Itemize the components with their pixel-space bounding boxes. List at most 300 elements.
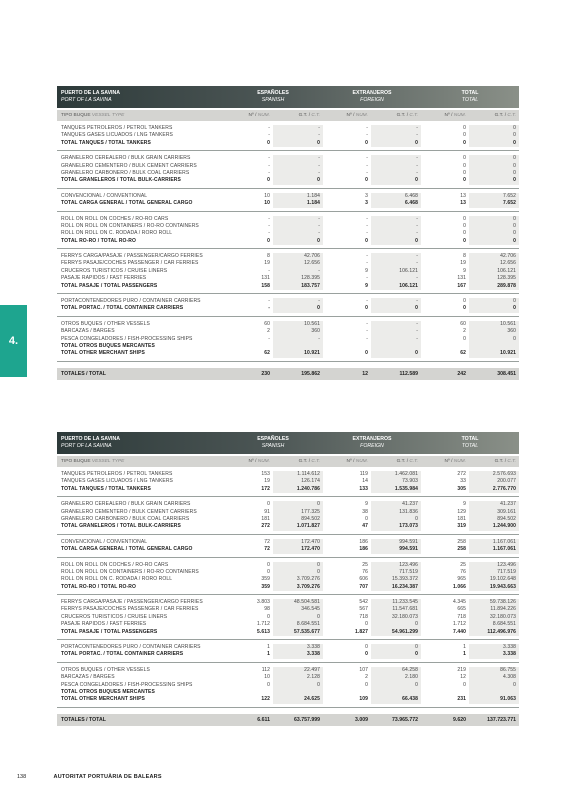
num-col-header xyxy=(323,113,371,118)
row-value: 41.237 xyxy=(469,501,519,508)
row-label: TOTAL CARGA GENERAL / TOTAL GENERAL CARGO xyxy=(61,546,193,553)
port-name: PUERTO DE LA SAVINA xyxy=(61,435,120,442)
row-value: 112.496.976 xyxy=(469,629,519,636)
grand-total-row xyxy=(57,714,519,726)
row-label: FERRYS CARGA/PASAJE / PASSENGER/CARGO FERRIES xyxy=(61,253,203,260)
num-label-en: NUM. xyxy=(355,113,368,118)
spanish-header-label: ESPAÑOLES xyxy=(257,435,289,442)
row-value: 131 xyxy=(457,275,466,282)
row-value: - xyxy=(273,298,323,305)
row-value: 59.738.126 xyxy=(469,599,519,606)
port-name-en: PORT OF LA SAVINA xyxy=(61,443,112,449)
gt-col-header xyxy=(273,459,323,464)
num-label: Nº / xyxy=(346,113,356,118)
row-value: 62 xyxy=(460,350,466,357)
row-label: GRANELERO CARBONERO / BULK COAL CARRIERS xyxy=(61,169,190,176)
row-value: 0 xyxy=(371,651,421,658)
row-value: 289.878 xyxy=(469,283,519,290)
table-row xyxy=(57,509,519,516)
grand-total-value: 195.862 xyxy=(301,370,320,377)
total-row xyxy=(57,696,519,703)
row-label: TOTAL OTHER MERCHANT SHIPS xyxy=(61,696,145,703)
table-row xyxy=(57,268,519,275)
row-value: 359 xyxy=(261,576,270,583)
row-value: 1 xyxy=(463,644,466,651)
row-value: 72 xyxy=(264,538,270,545)
row-value: - xyxy=(273,268,323,275)
row-group xyxy=(57,212,519,250)
port-name: PUERTO DE LA SAVINA xyxy=(61,89,120,96)
num-col-header xyxy=(223,113,273,118)
table-row xyxy=(57,125,519,132)
spanish-header-label-en: SPANISH xyxy=(261,97,285,103)
row-value: - xyxy=(371,328,421,335)
row-value: - xyxy=(371,275,421,282)
row-value: - xyxy=(268,162,270,169)
num-col-header xyxy=(223,459,273,464)
num-label-en: NUM. xyxy=(453,459,466,464)
row-value: 122 xyxy=(261,696,270,703)
row-label: TANQUES GASES LICUADOS / LNG TANKERS xyxy=(61,478,173,485)
row-value: - xyxy=(273,170,323,177)
row-value xyxy=(371,689,421,696)
row-value: 48.504.581 xyxy=(273,599,323,606)
row-value: 894.502 xyxy=(273,516,323,523)
row-label: ROLL ON ROLL ON C. RODADA / RORO ROLL xyxy=(61,230,173,237)
grand-total-label: TOTALES / TOTAL xyxy=(61,370,106,377)
grand-total-value: 12 xyxy=(362,370,368,377)
table-row xyxy=(57,614,519,621)
row-value: 0 xyxy=(371,516,421,523)
row-label: TOTAL PORTAC. / TOTAL CONTAINER CARRIERS xyxy=(61,305,184,312)
gt-col-header xyxy=(371,113,421,118)
row-value: 0 xyxy=(273,177,323,184)
row-value: 25 xyxy=(460,561,466,568)
row-value: 0 xyxy=(273,614,323,621)
row-value: - xyxy=(366,230,368,237)
row-value xyxy=(223,343,273,350)
gt-label: G.T. / xyxy=(298,459,312,464)
row-value: 3.338 xyxy=(469,644,519,651)
row-value: - xyxy=(268,155,270,162)
row-value: - xyxy=(366,328,368,335)
row-label: FERRYS PASAJE/COCHES PASSENGER / CAR FERRIES xyxy=(61,606,199,613)
row-label: TOTAL PORTAC. / TOTAL CONTAINER CARRIERS xyxy=(61,651,184,658)
gt-label-en: C.T. xyxy=(409,113,418,118)
row-value: 133 xyxy=(359,485,368,492)
row-value: 0 xyxy=(273,140,323,147)
row-value: 360 xyxy=(469,328,519,335)
row-value: 5.613 xyxy=(256,628,270,635)
row-value: 1.244.900 xyxy=(469,523,519,530)
row-group xyxy=(57,663,519,708)
row-value: - xyxy=(366,320,368,327)
row-group xyxy=(57,467,519,497)
row-value: 0 xyxy=(365,651,368,658)
total-row xyxy=(57,486,519,493)
row-value: 98 xyxy=(264,606,270,613)
row-value: 60 xyxy=(460,320,466,327)
row-value: 9 xyxy=(365,282,368,289)
row-value: - xyxy=(273,230,323,237)
row-value: 10.921 xyxy=(273,350,323,357)
row-value: 10 xyxy=(264,192,270,199)
spanish-header xyxy=(223,436,323,451)
row-value: 4.308 xyxy=(469,674,519,681)
table-row xyxy=(57,132,519,139)
total-header-label: TOTAL xyxy=(461,435,479,442)
row-value: 0 xyxy=(371,350,421,357)
row-value: - xyxy=(268,298,270,305)
foreign-header xyxy=(323,436,421,451)
row-label: GRANELERO CARBONERO / BULK COAL CARRIERS xyxy=(61,515,190,522)
table-row xyxy=(57,328,519,335)
table-row xyxy=(57,516,519,523)
row-value: 1 xyxy=(463,651,466,658)
table-row xyxy=(57,621,519,628)
row-value: 66.438 xyxy=(371,696,421,703)
gt-label: G.T. / xyxy=(494,459,508,464)
column-subheader xyxy=(57,110,519,121)
row-value: 0 xyxy=(267,613,270,620)
row-value xyxy=(421,343,469,350)
row-value: 123.496 xyxy=(469,562,519,569)
row-value: 0 xyxy=(469,682,519,689)
row-value: 129 xyxy=(457,508,466,515)
row-value: 1.167.061 xyxy=(469,546,519,553)
row-value: 19.943.663 xyxy=(469,584,519,591)
row-value: 186 xyxy=(359,538,368,545)
table-row xyxy=(57,223,519,230)
table-row xyxy=(57,667,519,674)
table-row xyxy=(57,562,519,569)
row-value: - xyxy=(268,267,270,274)
row-value: - xyxy=(366,222,368,229)
row-group xyxy=(57,497,519,535)
row-value xyxy=(323,343,371,350)
row-label: TOTAL GRANELEROS / TOTAL BULK-CARRIERS xyxy=(61,177,181,184)
row-value: - xyxy=(371,223,421,230)
row-label: TOTAL TANQUES / TOTAL TANKERS xyxy=(61,139,151,146)
row-label: TANQUES PETROLEROS / PETROL TANKERS xyxy=(61,125,173,131)
row-value: 7.440 xyxy=(452,628,466,635)
row-value: 15.393.372 xyxy=(371,576,421,583)
vessel-type-label: TIPO BUQUE xyxy=(61,113,92,118)
grand-total-value: 242 xyxy=(457,370,466,377)
row-value: 177.325 xyxy=(273,509,323,516)
row-value: 1.712 xyxy=(452,621,466,628)
row-value: 106.121 xyxy=(469,268,519,275)
grand-total-value: 230 xyxy=(261,370,270,377)
row-value: - xyxy=(371,230,421,237)
row-value: 200.077 xyxy=(469,478,519,485)
row-value: 0 xyxy=(469,298,519,305)
row-value: 0 xyxy=(463,132,466,139)
row-value: - xyxy=(371,155,421,162)
row-value: 0 xyxy=(273,682,323,689)
table-row xyxy=(57,471,519,478)
row-value: 0 xyxy=(365,515,368,522)
row-value: 76 xyxy=(460,568,466,575)
row-group xyxy=(57,294,519,317)
total-row xyxy=(57,200,519,207)
row-value: 965 xyxy=(457,576,466,583)
vessel-type-label: TIPO BUQUE xyxy=(61,459,92,464)
row-value: 0 xyxy=(273,305,323,312)
row-value: 1.071.827 xyxy=(273,523,323,530)
row-value: 0 xyxy=(371,621,421,628)
row-value: 3.709.276 xyxy=(273,576,323,583)
row-value: - xyxy=(366,215,368,222)
total-row xyxy=(57,343,519,350)
row-value: 54.961.299 xyxy=(371,629,421,636)
row-value: 1.712 xyxy=(256,621,270,628)
num-label: Nº / xyxy=(248,113,258,118)
row-value: 60 xyxy=(264,320,270,327)
row-group xyxy=(57,535,519,558)
row-value: - xyxy=(273,336,323,343)
row-value: - xyxy=(273,163,323,170)
table-row xyxy=(57,170,519,177)
row-value: 73.903 xyxy=(371,478,421,485)
row-value xyxy=(469,343,519,350)
row-value xyxy=(323,689,371,696)
vessel-table-1 xyxy=(57,86,519,380)
total-row xyxy=(57,689,519,696)
row-value xyxy=(273,343,323,350)
row-label: TANQUES PETROLEROS / PETROL TANKERS xyxy=(61,471,173,477)
row-value: 1.535.984 xyxy=(371,486,421,493)
row-label: FERRYS PASAJE/COCHES PASSENGER / CAR FERRIES xyxy=(61,260,199,267)
row-label: GRANELERO CEMENTERO / BULK CEMENT CARRIERS xyxy=(61,162,197,169)
table-row xyxy=(57,193,519,200)
row-value: - xyxy=(371,321,421,328)
row-label: TOTAL OTROS BUQUES MERCANTES xyxy=(61,342,155,349)
row-value: 109 xyxy=(359,696,368,703)
row-value: 0 xyxy=(365,621,368,628)
row-value: 19 xyxy=(264,478,270,485)
row-value: 22.497 xyxy=(273,667,323,674)
gt-label: G.T. / xyxy=(494,113,508,118)
gt-label-en: C.T. xyxy=(409,459,418,464)
total-header-label-en: TOTAL xyxy=(461,97,479,103)
row-value: 173.073 xyxy=(371,523,421,530)
row-value: 128.395 xyxy=(273,275,323,282)
row-value: 717.519 xyxy=(371,569,421,576)
row-value: 707 xyxy=(359,583,368,590)
row-value: 10.561 xyxy=(469,321,519,328)
row-value: 158 xyxy=(261,282,270,289)
row-value: 0 xyxy=(469,140,519,147)
row-label: CONVENCIONAL / CONVENTIONAL xyxy=(61,538,148,545)
num-label-en: NUM. xyxy=(453,113,466,118)
table-row xyxy=(57,599,519,606)
row-value: 12 xyxy=(460,674,466,681)
grand-total-value: 308.451 xyxy=(497,370,516,377)
vessel-type-header xyxy=(57,459,223,464)
row-value: 1.462.081 xyxy=(371,471,421,478)
num-label-en: NUM. xyxy=(257,459,270,464)
row-label: TOTAL GRANELEROS / TOTAL BULK-CARRIERS xyxy=(61,523,181,530)
vessel-type-header xyxy=(57,113,223,118)
total-header xyxy=(421,90,519,105)
row-value: 126.174 xyxy=(273,478,323,485)
row-value: 2.776.770 xyxy=(469,486,519,493)
row-value: - xyxy=(273,125,323,132)
row-value: 219 xyxy=(457,666,466,673)
row-group xyxy=(57,595,519,640)
row-value: 172 xyxy=(261,485,270,492)
row-label: TOTAL PASAJE / TOTAL PASSENGERS xyxy=(61,282,158,289)
foreign-header xyxy=(323,90,421,105)
row-value: 12.656 xyxy=(273,260,323,267)
grand-total-value: 73.965.772 xyxy=(392,716,418,723)
row-value: 0 xyxy=(371,177,421,184)
row-value: 186 xyxy=(359,546,368,553)
row-value: 1.184 xyxy=(273,193,323,200)
row-value: 0 xyxy=(365,237,368,244)
row-value: - xyxy=(268,169,270,176)
row-value: 25 xyxy=(362,561,368,568)
row-value xyxy=(223,689,273,696)
row-value: 91.063 xyxy=(469,696,519,703)
row-value: 0 xyxy=(267,681,270,688)
row-value: - xyxy=(366,253,368,260)
row-value: - xyxy=(366,275,368,282)
row-value: 665 xyxy=(457,606,466,613)
row-value: 0 xyxy=(463,155,466,162)
grand-total-row xyxy=(57,368,519,380)
grand-total-value: 63.757.999 xyxy=(294,716,320,723)
row-value: 0 xyxy=(267,139,270,146)
row-value: 47 xyxy=(362,523,368,530)
grand-total-value: 6.611 xyxy=(257,716,270,723)
row-value: 8 xyxy=(267,253,270,260)
foreign-header-label-en: FOREIGN xyxy=(360,97,384,103)
total-row xyxy=(57,140,519,147)
row-value: - xyxy=(268,215,270,222)
row-label: GRANELERO CEMENTERO / BULK CEMENT CARRIERS xyxy=(61,508,197,515)
row-value: 0 xyxy=(469,132,519,139)
row-value: 3.338 xyxy=(469,651,519,658)
row-value: 994.591 xyxy=(371,539,421,546)
row-value: 16.234.387 xyxy=(371,584,421,591)
row-label: ROLL ON ROLL ON COCHES / RO-RO CARS xyxy=(61,561,169,568)
row-value: 1.114.612 xyxy=(273,471,323,478)
row-label: TOTAL RO-RO / TOTAL RO-RO xyxy=(61,237,136,244)
table-row xyxy=(57,298,519,305)
row-value: 128.395 xyxy=(469,275,519,282)
row-value: 3.803 xyxy=(256,599,270,606)
row-value: 91 xyxy=(264,508,270,515)
row-value: 718 xyxy=(457,613,466,620)
row-value: 119 xyxy=(359,471,368,477)
row-value: 4.345 xyxy=(452,599,466,606)
row-value: 1.827 xyxy=(354,628,368,635)
row-value: 11.547.681 xyxy=(371,606,421,613)
row-label: TOTAL OTROS BUQUES MERCANTES xyxy=(61,688,155,695)
total-row xyxy=(57,177,519,184)
row-value: - xyxy=(273,132,323,139)
row-value: 3.338 xyxy=(273,651,323,658)
row-value: 10.561 xyxy=(273,321,323,328)
row-value: - xyxy=(366,155,368,162)
table-header xyxy=(57,86,519,108)
row-label: PORTACONTENEDORES PURO / CONTAINER CARRIERS xyxy=(61,644,201,651)
row-value: 72 xyxy=(264,546,270,553)
row-value: 2 xyxy=(365,674,368,681)
table-row xyxy=(57,216,519,223)
section-tab: 4. xyxy=(0,305,27,377)
row-value: 9 xyxy=(365,267,368,274)
row-value: 0 xyxy=(463,335,466,342)
row-value: 258 xyxy=(457,538,466,545)
row-label: TOTAL PASAJE / TOTAL PASSENGERS xyxy=(61,628,158,635)
row-value: 0 xyxy=(463,125,466,131)
row-value: 131.836 xyxy=(371,509,421,516)
row-label: ROLL ON ROLL ON CONTAINERS / RO-RO CONTAINERS xyxy=(61,222,199,229)
row-value: - xyxy=(371,216,421,223)
row-label: TOTAL CARGA GENERAL / TOTAL GENERAL CARGO xyxy=(61,200,193,207)
row-value: - xyxy=(366,335,368,342)
row-value: 14 xyxy=(362,478,368,485)
row-value: 10.921 xyxy=(469,350,519,357)
total-row xyxy=(57,584,519,591)
row-value: 9 xyxy=(463,267,466,274)
row-value: 172.470 xyxy=(273,546,323,553)
total-row xyxy=(57,238,519,245)
total-row xyxy=(57,283,519,290)
row-value: 131 xyxy=(261,275,270,282)
row-value: 2.180 xyxy=(371,674,421,681)
row-value: 272 xyxy=(261,523,270,530)
row-value: 305 xyxy=(457,485,466,492)
row-label: ROLL ON ROLL ON COCHES / RO-RO CARS xyxy=(61,215,169,222)
vessel-table-2 xyxy=(57,432,519,726)
gt-col-header xyxy=(469,459,519,464)
row-value: 346.545 xyxy=(273,606,323,613)
row-label: PESCA CONGELADORES / FISH-PROCESSING SHIPS xyxy=(61,335,193,342)
row-label: OTROS BUQUES / OTHER VESSELS xyxy=(61,320,150,327)
gt-col-header xyxy=(371,459,421,464)
table-row xyxy=(57,569,519,576)
row-value: - xyxy=(371,253,421,260)
vessel-type-label-en: VESSEL TYPE xyxy=(91,113,125,118)
row-value: - xyxy=(268,125,270,131)
row-value: 2.128 xyxy=(273,674,323,681)
row-value: 0 xyxy=(267,177,270,184)
row-value: 0 xyxy=(463,177,466,184)
row-value: 0 xyxy=(463,230,466,237)
row-value: 3.709.276 xyxy=(273,584,323,591)
row-label: GRANELERO CEREALERO / BULK GRAIN CARRIERS xyxy=(61,155,191,162)
row-label: BARCAZAS / BARGES xyxy=(61,674,115,681)
row-value: - xyxy=(273,155,323,162)
foreign-header-label-en: FOREIGN xyxy=(360,443,384,449)
row-value: 994.591 xyxy=(371,546,421,553)
row-value: 717.519 xyxy=(469,569,519,576)
row-value: 0 xyxy=(371,238,421,245)
table-row xyxy=(57,682,519,689)
port-header xyxy=(57,90,223,105)
row-value: 1.066 xyxy=(452,583,466,590)
row-value: 62 xyxy=(264,350,270,357)
row-value: 24.625 xyxy=(273,696,323,703)
row-label: CRUCEROS TURISTICOS / CRUISE LINERS xyxy=(61,267,168,274)
row-label: ROLL ON ROLL ON CONTAINERS / RO-RO CONTAINERS xyxy=(61,568,199,575)
row-value: 11.894.226 xyxy=(469,606,519,613)
row-value: 0 xyxy=(365,644,368,651)
